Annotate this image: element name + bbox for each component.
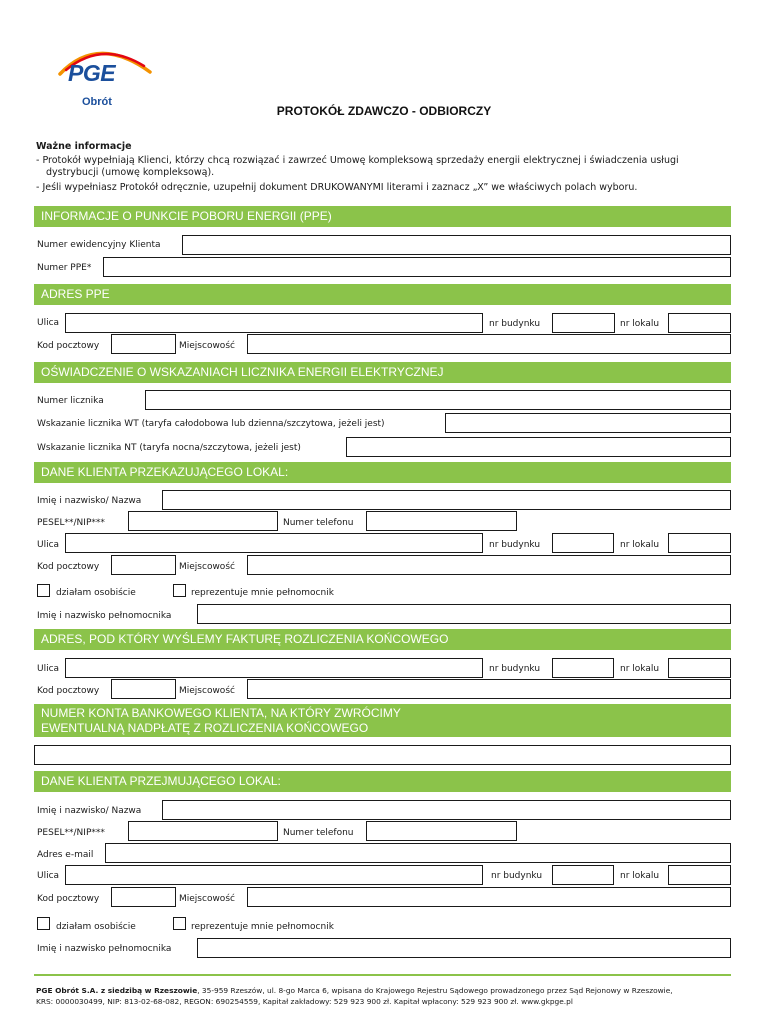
fakt-nr-lokalu-field[interactable] bbox=[668, 658, 731, 678]
label-wskazanie-nt: Wskazanie licznika NT (taryfa nocna/szczytowa, jeżeli jest) bbox=[37, 443, 301, 453]
label-email: Adres e-mail bbox=[37, 850, 94, 860]
przek-pelnomocnik-field[interactable] bbox=[197, 604, 731, 624]
brand-subtitle: Obrót bbox=[82, 96, 112, 108]
label-miejscowosc: Miejscowość bbox=[179, 894, 235, 904]
fakt-nr-budynku-field[interactable] bbox=[552, 658, 614, 678]
section-konto bbox=[34, 704, 731, 737]
przej-ulica-field[interactable] bbox=[65, 865, 483, 885]
label-imie: Imię i nazwisko/ Nazwa bbox=[37, 806, 142, 816]
przej-pelnomocnik-field[interactable] bbox=[197, 938, 731, 958]
label-imie-pelnomocnika: Imię i nazwisko pełnomocnika bbox=[37, 944, 172, 954]
label-miejscowosc: Miejscowość bbox=[179, 562, 235, 572]
przek-ulica-field[interactable] bbox=[65, 533, 483, 553]
label-ulica: Ulica bbox=[37, 318, 60, 328]
label-pesel: PESEL**/NIP*** bbox=[37, 518, 105, 528]
label-kod: Kod pocztowy bbox=[37, 562, 100, 572]
ppe-miejscowosc-field[interactable] bbox=[247, 334, 731, 354]
przek-pesel-field[interactable] bbox=[128, 511, 278, 531]
section-konto-line1: NUMER KONTA BANKOWEGO KLIENTA, NA KTÓRY ZWRÓCIMY bbox=[41, 706, 401, 720]
przek-telefon-field[interactable] bbox=[366, 511, 517, 531]
przek-imie-field[interactable] bbox=[162, 490, 731, 510]
info-line-1b: dystrybucji (umowę kompleksową). bbox=[46, 167, 215, 178]
wskazanie-wt-field[interactable] bbox=[445, 413, 731, 433]
footer bbox=[36, 985, 736, 1007]
footer-divider bbox=[34, 974, 731, 976]
przej-pelnomocnik-checkbox[interactable] bbox=[173, 917, 186, 930]
label-numer-licznika: Numer licznika bbox=[37, 396, 104, 406]
konto-field[interactable] bbox=[34, 745, 731, 765]
section-licznik: OŚWIADCZENIE O WSKAZANIACH LICZNIKA ENERGII ELEKTRYCZNEJ bbox=[34, 362, 731, 383]
brand-logo: PGE bbox=[68, 60, 116, 86]
przej-nr-lokalu-field[interactable] bbox=[668, 865, 731, 885]
footer-registry: KRS: 0000030499, NIP: 813-02-68-082, REGON: 690254559, Kapitał zakładowy: 529 923 900 zł. Kapitał wpłacony: 529 923 900 zł. www.gkpge.pl bbox=[36, 997, 573, 1006]
label-kod: Kod pocztowy bbox=[37, 341, 100, 351]
label-telefon: Numer telefonu bbox=[283, 828, 354, 838]
section-adres-ppe: ADRES PPE bbox=[34, 284, 731, 305]
section-przekazujacy: DANE KLIENTA PRZEKAZUJĄCEGO LOKAL: bbox=[34, 462, 731, 483]
label-kod: Kod pocztowy bbox=[37, 686, 100, 696]
label-nr-budynku: nr budynku bbox=[489, 319, 541, 329]
przej-dzialam-checkbox[interactable] bbox=[37, 917, 50, 930]
wskazanie-nt-field[interactable] bbox=[346, 437, 731, 457]
przej-telefon-field[interactable] bbox=[366, 821, 517, 841]
numer-licznika-field[interactable] bbox=[145, 390, 731, 410]
section-przejmujacy: DANE KLIENTA PRZEJMUJĄCEGO LOKAL: bbox=[34, 771, 731, 792]
fakt-kod-field[interactable] bbox=[111, 679, 176, 699]
label-ulica: Ulica bbox=[37, 540, 60, 550]
fakt-miejscowosc-field[interactable] bbox=[247, 679, 731, 699]
przek-miejscowosc-field[interactable] bbox=[247, 555, 731, 575]
label-imie-pelnomocnika: Imię i nazwisko pełnomocnika bbox=[37, 611, 172, 621]
przek-nr-lokalu-field[interactable] bbox=[668, 533, 731, 553]
przek-kod-field[interactable] bbox=[111, 555, 176, 575]
przek-pelnomocnik-checkbox[interactable] bbox=[173, 584, 186, 597]
label-telefon: Numer telefonu bbox=[283, 518, 354, 528]
label-nr-lokalu: nr lokalu bbox=[620, 871, 660, 881]
ppe-kod-field[interactable] bbox=[111, 334, 176, 354]
section-faktura: ADRES, POD KTÓRY WYŚLEMY FAKTURĘ ROZLICZENIA KOŃCOWEGO bbox=[34, 629, 731, 650]
label-imie: Imię i nazwisko/ Nazwa bbox=[37, 496, 142, 506]
przej-nr-budynku-field[interactable] bbox=[552, 865, 614, 885]
label-pelnomocnik: reprezentuje mnie pełnomocnik bbox=[191, 922, 334, 932]
numer-klienta-field[interactable] bbox=[182, 235, 731, 255]
label-miejscowosc: Miejscowość bbox=[179, 341, 235, 351]
przej-pesel-field[interactable] bbox=[128, 821, 278, 841]
przej-miejscowosc-field[interactable] bbox=[247, 887, 731, 907]
label-nr-budynku: nr budynku bbox=[489, 664, 541, 674]
label-nr-lokalu: nr lokalu bbox=[620, 319, 660, 329]
label-numer-ppe: Numer PPE* bbox=[37, 263, 92, 273]
ppe-ulica-field[interactable] bbox=[65, 313, 483, 333]
label-pesel: PESEL**/NIP*** bbox=[37, 828, 105, 838]
section-ppe: INFORMACJE O PUNKCIE POBORU ENERGII (PPE) bbox=[34, 206, 731, 227]
label-dzialam: działam osobiście bbox=[56, 588, 136, 598]
section-konto-line2: EWENTUALNĄ NADPŁATĘ Z ROZLICZENIA KOŃCOWEGO bbox=[41, 721, 369, 735]
label-numer-klienta: Numer ewidencyjny Klienta bbox=[37, 240, 161, 250]
info-line-1: - Protokół wypełniają Klienci, którzy chcą rozwiązać i zawrzeć Umowę kompleksową sprzedaży energii elektrycznej i świadczenia usługi bbox=[36, 155, 679, 166]
label-kod: Kod pocztowy bbox=[37, 894, 100, 904]
label-nr-lokalu: nr lokalu bbox=[620, 664, 660, 674]
przej-email-field[interactable] bbox=[105, 843, 731, 863]
przek-nr-budynku-field[interactable] bbox=[552, 533, 614, 553]
przej-imie-field[interactable] bbox=[162, 800, 731, 820]
label-nr-budynku: nr budynku bbox=[491, 871, 543, 881]
label-ulica: Ulica bbox=[37, 871, 60, 881]
fakt-ulica-field[interactable] bbox=[65, 658, 483, 678]
footer-company: PGE Obrót S.A. z siedzibą w Rzeszowie bbox=[36, 986, 198, 995]
info-line-2: - Jeśli wypełniasz Protokół odręcznie, uzupełnij dokument DRUKOWANYMI literami i zaznacz „X” we właściwych polach wyboru. bbox=[36, 182, 638, 193]
przej-kod-field[interactable] bbox=[111, 887, 176, 907]
label-wskazanie-wt: Wskazanie licznika WT (taryfa całodobowa lub dzienna/szczytowa, jeżeli jest) bbox=[37, 419, 385, 429]
info-heading: Ważne informacje bbox=[36, 141, 132, 152]
label-dzialam: działam osobiście bbox=[56, 922, 136, 932]
ppe-nr-budynku-field[interactable] bbox=[552, 313, 615, 333]
label-nr-lokalu: nr lokalu bbox=[620, 540, 660, 550]
label-pelnomocnik: reprezentuje mnie pełnomocnik bbox=[191, 588, 334, 598]
page-title: PROTOKÓŁ ZDAWCZO - ODBIORCZY bbox=[276, 104, 492, 118]
przek-dzialam-checkbox[interactable] bbox=[37, 584, 50, 597]
footer-address: , 35-959 Rzeszów, ul. 8-go Marca 6, wpisana do Krajowego Rejestru Sądowego prowadzonego przez Sąd Rejonowy w Rzeszowie, bbox=[197, 986, 673, 995]
ppe-nr-lokalu-field[interactable] bbox=[668, 313, 731, 333]
label-nr-budynku: nr budynku bbox=[489, 540, 541, 550]
label-ulica: Ulica bbox=[37, 664, 60, 674]
label-miejscowosc: Miejscowość bbox=[179, 686, 235, 696]
numer-ppe-field[interactable] bbox=[103, 257, 731, 277]
